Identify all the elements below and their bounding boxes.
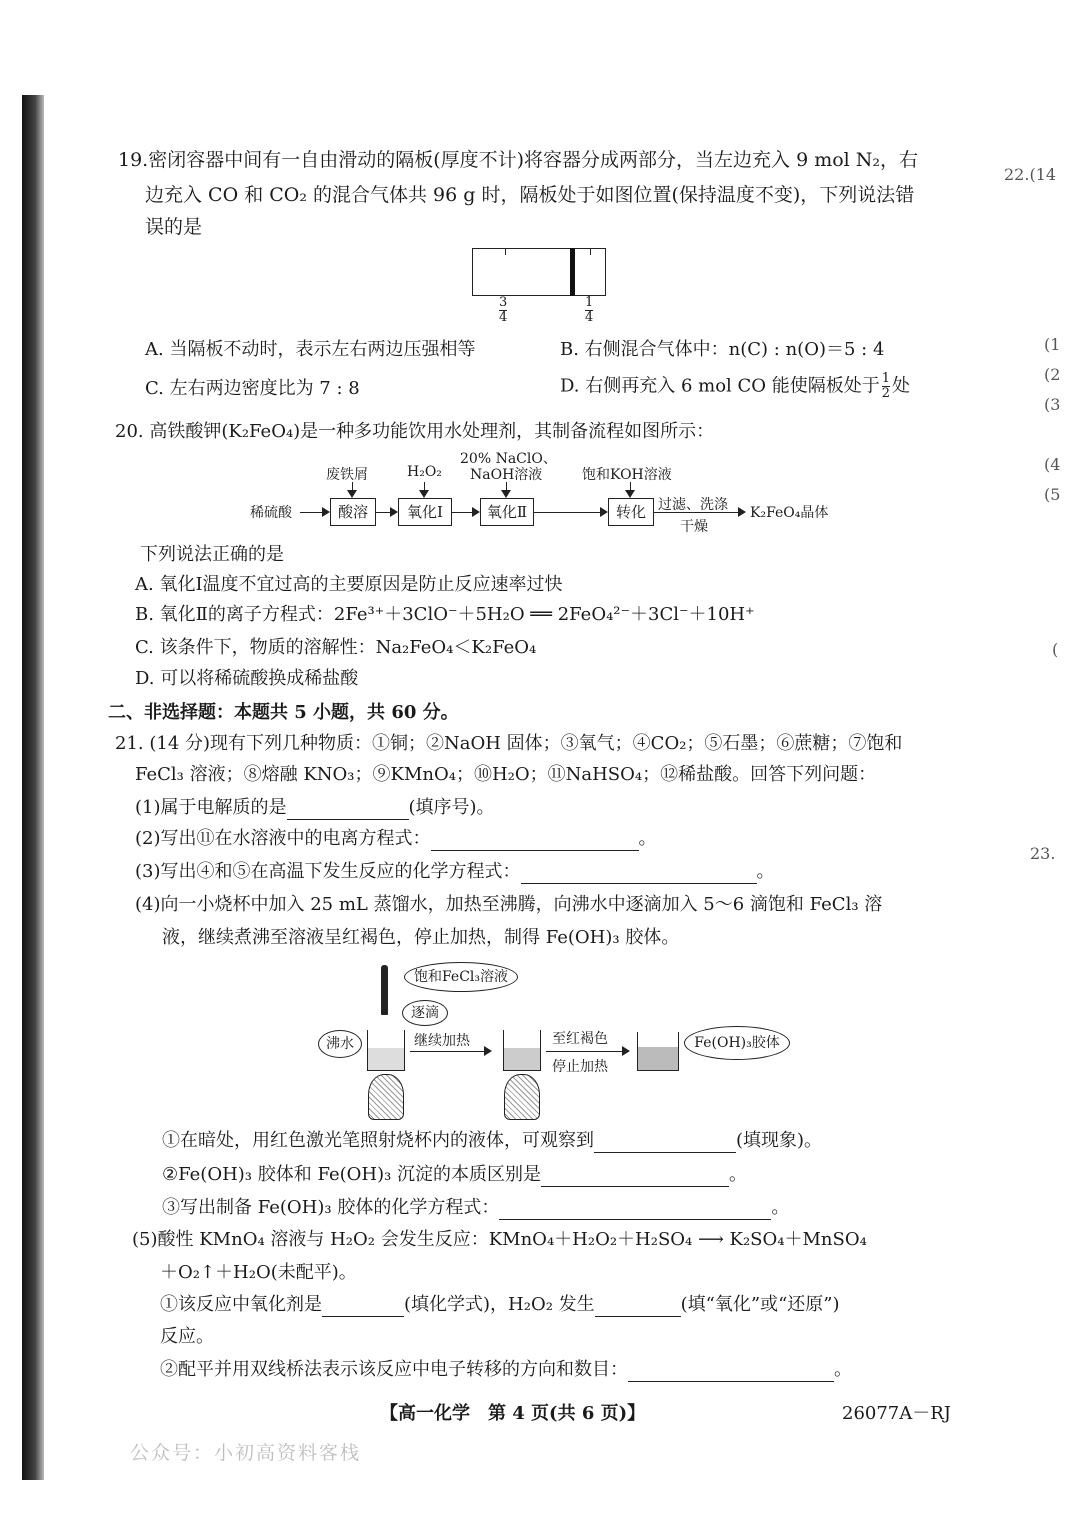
flow-step-filter: 过滤、洗涤 <box>658 497 728 513</box>
flow-input-3a: 20% NaClO、 <box>460 451 557 467</box>
q21-line2: FeCl₃ 溶液；⑧熔融 KNO₃；⑨KMnO₄；⑩H₂O；⑪NaHSO₄；⑫稀盐酸。回答下列问题： <box>135 764 877 785</box>
beaker-2 <box>503 1030 541 1071</box>
container-diagram <box>472 248 606 296</box>
flow-box-oxidation-1: 氧化Ⅰ <box>398 498 452 526</box>
q21-part3: (3)写出④和⑤在高温下发生反应的化学方程式： 。 <box>135 861 775 882</box>
q21-part4-line2: 液，继续煮沸至溶液呈红褐色，停止加热，制得 Fe(OH)₃ 胶体。 <box>162 927 680 948</box>
flow-arrow-3 <box>452 512 478 513</box>
water-label: 沸水 <box>318 1030 362 1058</box>
step-red-brown: 至红褐色 <box>552 1031 608 1047</box>
partition-board <box>570 248 575 296</box>
q21-part1: (1)属于电解质的是 (填序号)。 <box>135 797 495 818</box>
flow-step-dry: 干燥 <box>680 519 708 535</box>
fraction-three-quarters: $\frac{3}{4}$ <box>499 295 508 325</box>
margin-item-6: ( <box>1052 640 1059 659</box>
flow-arrow-2 <box>376 512 396 513</box>
beaker-3 <box>637 1032 679 1071</box>
margin-item-2: (2 <box>1044 365 1061 384</box>
flow-input-2: H₂O₂ <box>407 464 442 480</box>
flow-product: K₂FeO₄晶体 <box>750 505 829 521</box>
margin-item-3: (3 <box>1044 395 1061 414</box>
watermark: 公众号：小初高资料客栈 <box>130 1442 362 1464</box>
drop-label: 逐滴 <box>402 1000 448 1026</box>
answer-blank-5[interactable] <box>541 1168 729 1187</box>
fraction-one-quarter: $\frac{1}{4}$ <box>585 295 594 325</box>
section-heading: 二、非选择题：本题共 5 小题，共 60 分。 <box>108 702 459 723</box>
answer-blank-3[interactable] <box>521 865 757 884</box>
beaker-1 <box>367 1030 405 1071</box>
flow-arrow-1 <box>300 512 328 513</box>
tick-right <box>590 249 591 255</box>
answer-blank-8[interactable] <box>595 1298 681 1317</box>
q20-stem: 20. 高铁酸钾(K₂FeO₄)是一种多功能饮用水处理剂，其制备流程如图所示： <box>115 421 715 442</box>
q21-part2: (2)写出⑪在水溶液中的电离方程式： 。 <box>135 828 657 849</box>
answer-blank-7[interactable] <box>322 1298 404 1317</box>
burner-1-icon <box>368 1074 404 1120</box>
q20-option-c: C. 该条件下，物质的溶解性：Na₂FeO₄＜K₂FeO₄ <box>135 637 537 658</box>
answer-blank-6[interactable] <box>499 1201 771 1220</box>
colloid-label: Fe(OH)₃胶体 <box>684 1026 790 1060</box>
q20-option-b: B. 氧化Ⅱ的离子方程式：2Fe³⁺＋3ClO⁻＋5H₂O ══ 2FeO₄²⁻＋3Cl⁻＋10H⁺ <box>135 604 755 625</box>
answer-blank-4[interactable] <box>594 1134 736 1153</box>
q19-option-b: B. 右侧混合气体中：n(C) : n(O)＝5 : 4 <box>560 339 885 360</box>
diagram-arrow-2 <box>546 1051 628 1052</box>
flow-input-1: 废铁屑 <box>326 467 368 483</box>
q20-option-d: D. 可以将稀硫酸换成稀盐酸 <box>135 668 359 689</box>
answer-blank-2[interactable] <box>431 832 639 851</box>
footer-title: 【高一化学 第 4 页(共 6 页)】 <box>380 1403 646 1424</box>
q19-option-a: A. 当隔板不动时，表示左右两边压强相等 <box>145 339 476 360</box>
q19-option-c: C. 左右两边密度比为 7 : 8 <box>145 378 360 399</box>
q20-ask: 下列说法正确的是 <box>140 544 284 565</box>
q21-part5-sub1-line2: 反应。 <box>160 1326 214 1347</box>
step-stop-heating: 停止加热 <box>552 1059 608 1075</box>
q21-part5-line2: ＋O₂↑＋H₂O(未配平)。 <box>160 1262 357 1283</box>
q21-line1: 21. (14 分)现有下列几种物质：①铜；②NaOH 固体；③氧气；④CO₂；⑤石墨；⑥蔗糖；⑦饱和 <box>115 733 903 754</box>
q21-sub2: ②Fe(OH)₃ 胶体和 Fe(OH)₃ 沉淀的本质区别是 。 <box>162 1164 748 1185</box>
flow-start: 稀硫酸 <box>250 505 292 521</box>
answer-blank-1[interactable] <box>287 801 409 820</box>
dropper-icon <box>381 965 388 1015</box>
tick-left <box>505 249 506 255</box>
q21-part5-line1: (5)酸性 KMnO₄ 溶液与 H₂O₂ 会发生反应：KMnO₄＋H₂O₂＋H₂SO₄ ⟶ K₂SO₄＋MnSO₄ <box>132 1229 867 1250</box>
q21-sub1: ①在暗处，用红色激光笔照射烧杯内的液体，可观察到 (填现象)。 <box>162 1130 823 1151</box>
q21-part5-sub1: ①该反应中氧化剂是 (填化学式)，H₂O₂ 发生 (填“氧化”或“还原”) <box>160 1294 840 1315</box>
margin-item-4: (4 <box>1044 455 1061 474</box>
margin-q23: 23. <box>1030 844 1056 863</box>
flow-box-acid-dissolve: 酸溶 <box>330 498 376 526</box>
diagram-arrow-1 <box>410 1051 490 1052</box>
q19-line2: 边充入 CO 和 CO₂ 的混合气体共 96 g 时，隔板处于如图位置(保持温度不变)，下列说法错 <box>145 184 915 206</box>
q20-option-a: A. 氧化Ⅰ温度不宜过高的主要原因是防止反应速率过快 <box>135 574 563 595</box>
margin-item-1: (1 <box>1044 335 1061 354</box>
flow-box-oxidation-2: 氧化Ⅱ <box>480 498 534 526</box>
footer-code: 26077A－RJ <box>842 1403 952 1424</box>
flow-input-3b: NaOH溶液 <box>470 467 543 483</box>
q21-part4-line1: (4)向一小烧杯中加入 25 mL 蒸馏水，加热至沸腾，向沸水中逐滴加入 5～6 滴饱和 FeCl₃ 溶 <box>135 894 883 915</box>
flow-box-conversion: 转化 <box>608 498 654 526</box>
q19-line1: 19.密闭容器中间有一自由滑动的隔板(厚度不计)将容器分成两部分，当左边充入 9 mol N₂，右 <box>118 149 919 171</box>
flow-down-arrow-2 <box>424 482 425 496</box>
margin-q22: 22.(14 <box>1004 165 1057 184</box>
answer-blank-9[interactable] <box>628 1363 834 1382</box>
flow-down-arrow-1 <box>352 482 353 496</box>
step-continue-heating: 继续加热 <box>414 1033 470 1049</box>
q19-option-d: D. 右侧再充入 6 mol CO 能使隔板处于 $\frac{1}{2}$ 处 <box>560 371 911 401</box>
dropper-label: 饱和FeCl₃溶液 <box>404 962 518 992</box>
burner-2-icon <box>504 1074 540 1120</box>
q19-line3: 误的是 <box>145 216 203 238</box>
fraction-one-half: $\frac{1}{2}$ <box>881 371 891 401</box>
flow-down-arrow-4 <box>630 482 631 496</box>
q21-part5-sub2: ②配平并用双线桥法表示该反应中电子转移的方向和数目： 。 <box>160 1359 852 1380</box>
scan-edge <box>22 95 44 1480</box>
flow-down-arrow-3 <box>506 482 507 496</box>
margin-item-5: (5 <box>1044 485 1061 504</box>
q21-sub3: ③写出制备 Fe(OH)₃ 胶体的化学方程式： 。 <box>162 1197 790 1218</box>
flow-input-4: 饱和KOH溶液 <box>582 467 672 483</box>
flow-arrow-4 <box>534 512 606 513</box>
